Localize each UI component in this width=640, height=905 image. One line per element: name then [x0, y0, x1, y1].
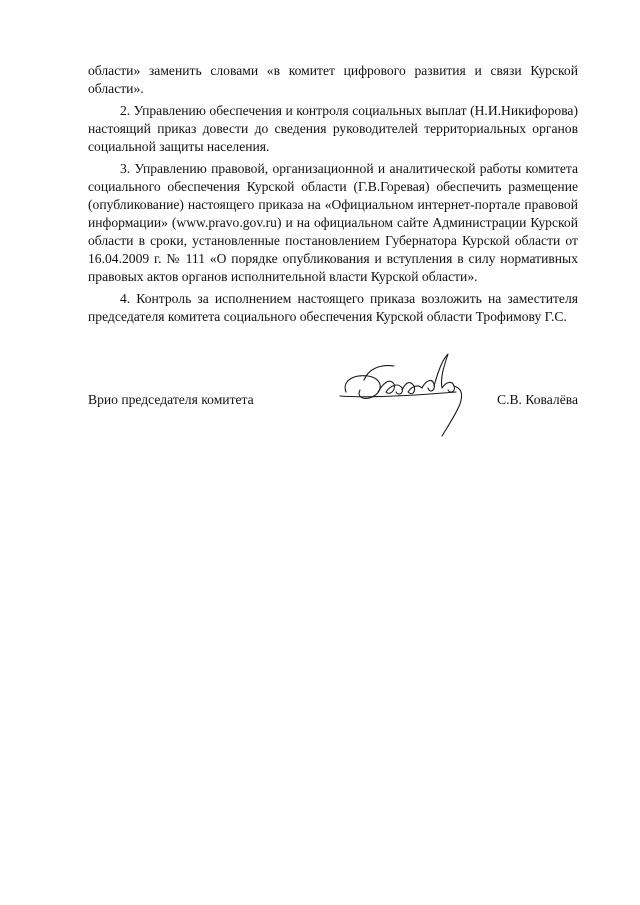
document-body	[88, 62, 578, 326]
signatory-position: Врио председателя комитета	[88, 392, 254, 407]
paragraph-item-2: 2. Управлению обеспечения и контроля социальных выплат (Н.И.Никифорова) настоящий приказ довести до сведения руководителей территориальных органов социальной защиты населения.	[88, 103, 578, 154]
signature-block	[88, 388, 578, 448]
paragraph-item-4: 4. Контроль за исполнением настоящего приказа возложить на заместителя председателя комитета социального обеспечения Курской области Трофимову Г.С.	[88, 291, 578, 324]
paragraph-item-3: 3. Управлению правовой, организационной и аналитической работы комитета социального обеспечения Курской области (Г.В.Горевая) обеспечить размещение (опубликование) настоящего приказа на «Официальном интернет-портале правовой информации» (www.pravo.gov.ru) и на официальном сайте Администрации Курской области в сроки, установленные постановлением Губернатора Курской области от 16.04.2009 г. № 111 «О порядке опубликования и вступления в силу нормативных правовых актов органов исполнительной власти Курской области».	[88, 161, 578, 284]
handwritten-signature	[338, 352, 488, 442]
paragraph-continuation: области» заменить словами «в комитет цифрового развития и связи Курской области».	[88, 63, 578, 96]
signatory-name: С.В. Ковалёва	[497, 392, 578, 407]
